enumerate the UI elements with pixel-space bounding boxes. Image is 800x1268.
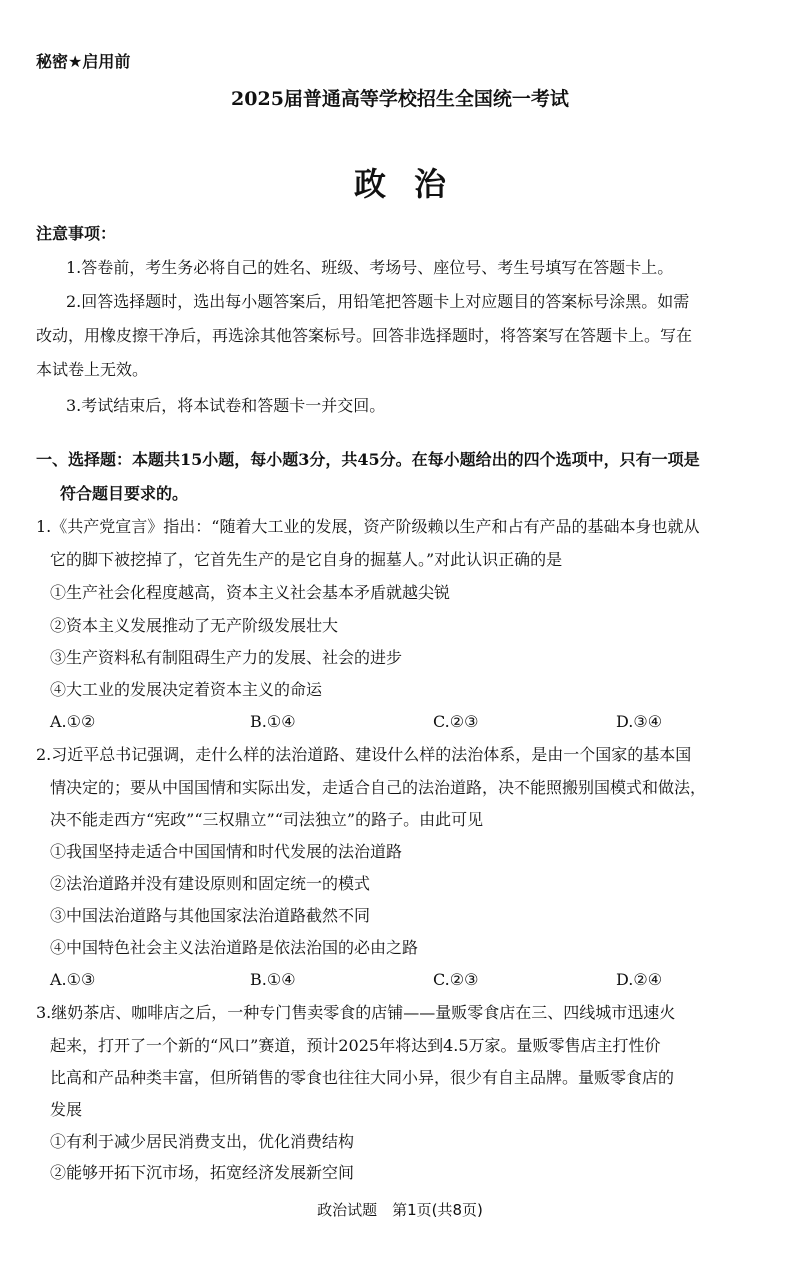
q2-statement-2: ②法治道路并没有建设原则和固定统一的模式	[50, 874, 371, 893]
q1-option-d: D.③④	[616, 712, 663, 731]
q3-stem-line-2: 起来，打开了一个新的“风口”赛道，预计2025年将达到4.5万家。量贩零售店主打性价	[50, 1036, 661, 1055]
section-heading-line-1: 一、选择题：本题共15小题，每小题3分，共45分。在每小题给出的四个选项中，只有一项是	[36, 450, 700, 469]
notice-heading: 注意事项：	[36, 224, 117, 243]
q3-stem-line-1: 3.继奶茶店、咖啡店之后，一种专门售卖零食的店铺——量贩零食店在三、四线城市迅速火	[36, 1003, 676, 1022]
q2-statement-3: ③中国法治道路与其他国家法治道路截然不同	[50, 906, 371, 925]
q1-statement-4: ④大工业的发展决定着资本主义的命运	[50, 680, 323, 699]
q2-stem-line-1: 2.习近平总书记强调，走什么样的法治道路、建设什么样的法治体系，是由一个国家的基本国	[36, 745, 692, 764]
q1-stem-line-1: 1.《共产党宣言》指出：“随着大工业的发展，资产阶级赖以生产和占有产品的基础本身也就从	[36, 517, 700, 536]
q2-option-a: A.①③	[50, 970, 96, 989]
q1-option-b: B.①④	[250, 712, 296, 731]
notice-item-2-line-3: 本试卷上无效。	[36, 360, 149, 379]
q2-option-c: C.②③	[433, 970, 479, 989]
page-footer: 政治试题 第1页(共8页)	[317, 1201, 483, 1219]
notice-item-1: 1.答卷前，考生务必将自己的姓名、班级、考场号、座位号、考生号填写在答题卡上。	[66, 258, 674, 277]
q3-stem-line-3: 比高和产品种类丰富，但所销售的零食也往往大同小异，很少有自主品牌。量贩零食店的	[50, 1068, 675, 1087]
q3-stem-line-4: 发展	[50, 1100, 83, 1119]
q2-statement-1: ①我国坚持走适合中国国情和时代发展的法治道路	[50, 842, 403, 861]
q1-statement-3: ③生产资料私有制阻碍生产力的发展、社会的进步	[50, 648, 403, 667]
notice-item-2-line-1: 2.回答选择题时，选出每小题答案后，用铅笔把答题卡上对应题目的答案标号涂黑。如需	[66, 292, 690, 311]
q1-stem-line-2: 它的脚下被挖掉了，它首先生产的是它自身的掘墓人。”对此认识正确的是	[50, 550, 563, 569]
q2-stem-line-2: 情决定的；要从中国国情和实际出发，走适合自己的法治道路，决不能照搬别国模式和做法，	[50, 778, 707, 797]
q2-option-d: D.②④	[616, 970, 663, 989]
q1-statement-2: ②资本主义发展推动了无产阶级发展壮大	[50, 616, 339, 635]
q3-statement-2: ②能够开拓下沉市场，拓宽经济发展新空间	[50, 1163, 355, 1182]
subject-title: 政治	[353, 165, 474, 203]
notice-item-3: 3.考试结束后，将本试卷和答题卡一并交回。	[66, 396, 386, 415]
exam-title: 2025届普通高等学校招生全国统一考试	[231, 88, 569, 110]
q2-stem-line-3: 决不能走西方“宪政”“三权鼎立”“司法独立”的路子。由此可见	[50, 810, 484, 829]
q1-options	[0, 712, 800, 732]
q1-statement-1: ①生产社会化程度越高，资本主义社会基本矛盾就越尖锐	[50, 583, 451, 602]
q2-options	[0, 970, 800, 990]
q2-option-b: B.①④	[250, 970, 296, 989]
q1-option-c: C.②③	[433, 712, 479, 731]
notice-item-2-line-2: 改动，用橡皮擦干净后，再选涂其他答案标号。回答非选择题时，将答案写在答题卡上。写在	[36, 326, 693, 345]
q2-statement-4: ④中国特色社会主义法治道路是依法治国的必由之路	[50, 938, 419, 957]
confidential-mark: 秘密★启用前	[36, 52, 131, 71]
q3-statement-1: ①有利于减少居民消费支出，优化消费结构	[50, 1132, 355, 1151]
q1-option-a: A.①②	[50, 712, 96, 731]
section-heading-line-2: 符合题目要求的。	[60, 484, 189, 503]
